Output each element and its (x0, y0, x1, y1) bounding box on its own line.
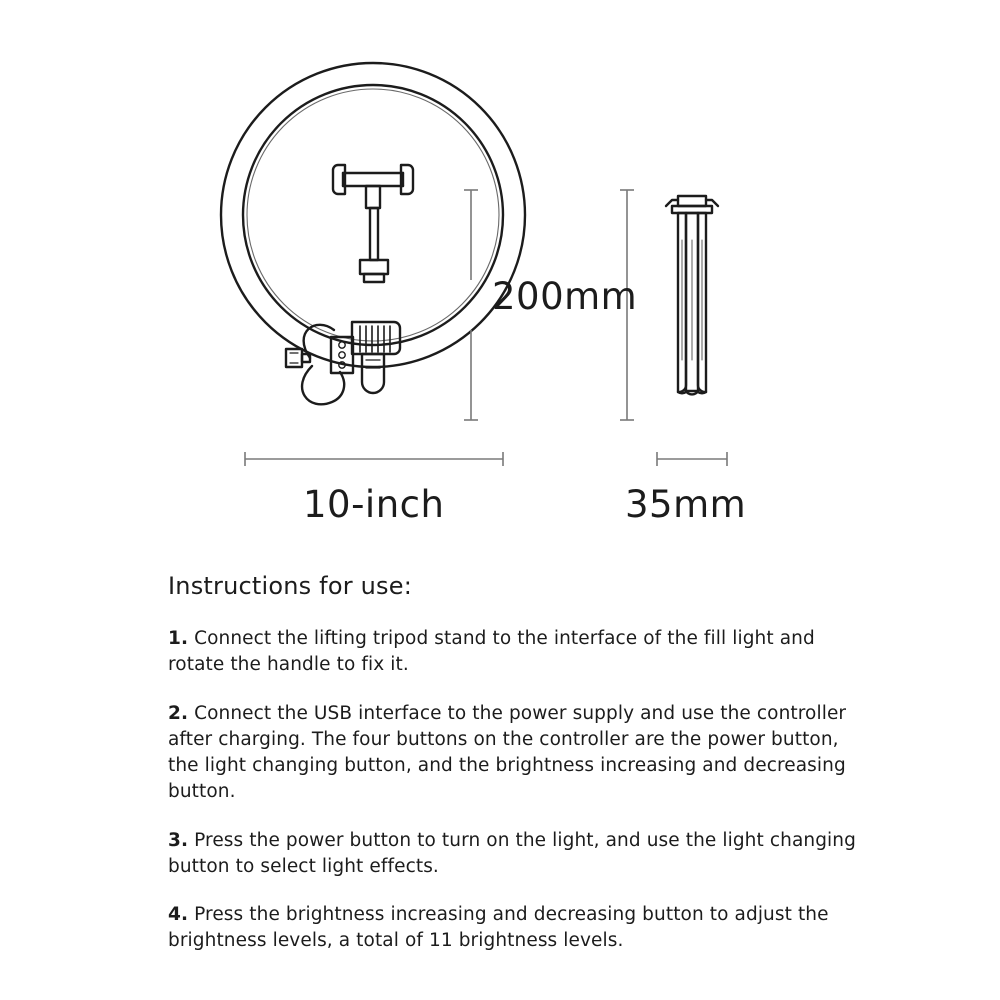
dimension-label-height: 200mm (492, 275, 638, 318)
instruction-step-2-number: 2. (168, 702, 189, 724)
instruction-step-3-text: Press the power button to turn on the light, and use the light changing button to select light effects. (168, 829, 856, 877)
dimension-label-depth: 35mm (625, 483, 747, 526)
instruction-step-2-text: Connect the USB interface to the power supply and use the controller after charging. The four buttons on the controller are the power button, the light changing button, and the brightness increasing and decreasing button. (168, 702, 847, 803)
instruction-step-1 (168, 626, 868, 679)
tripod-illustration (666, 196, 718, 394)
instruction-step-4-number: 4. (168, 904, 189, 926)
instructions-title: Instructions for use: (168, 572, 412, 600)
ring-light-illustration (221, 63, 525, 404)
instruction-step-4 (168, 902, 868, 955)
instruction-step-4-text: Press the brightness increasing and decreasing button to adjust the brightness levels, a total of 11 brightness levels. (168, 904, 829, 952)
instructions-section (168, 572, 868, 955)
instruction-step-1-text: Connect the lifting tripod stand to the interface of the fill light and rotate the handle to fix it. (168, 628, 815, 676)
instruction-step-2 (168, 701, 868, 806)
dimension-label-width: 10-inch (303, 483, 445, 526)
instruction-step-3 (168, 828, 868, 881)
instruction-step-1-number: 1. (168, 628, 189, 649)
instruction-step-3-number: 3. (168, 829, 189, 851)
